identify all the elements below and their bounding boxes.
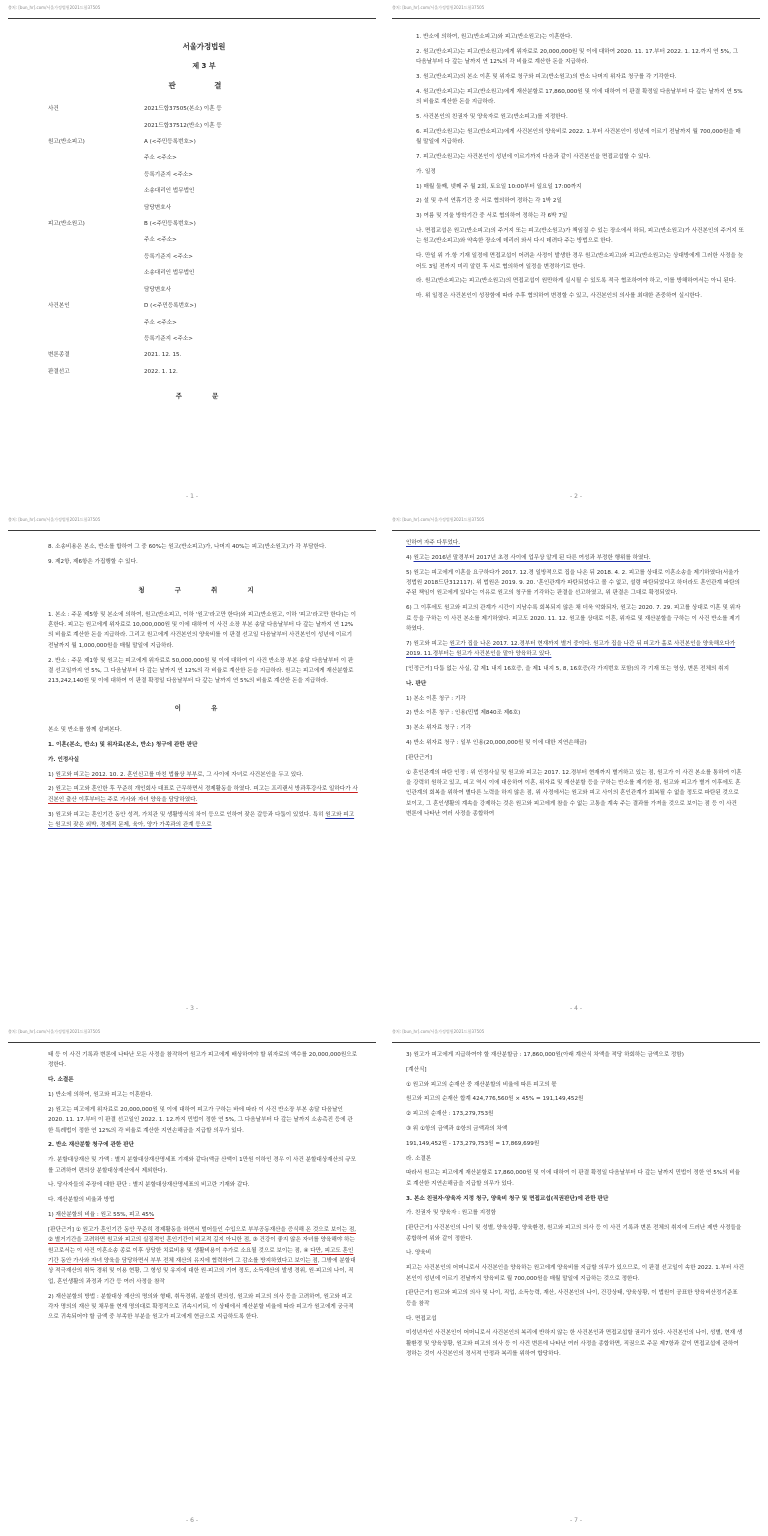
judgment-order-text bbox=[416, 32, 744, 306]
paragraph: 피고는 사건본인의 어머니로서 사건본인을 양육하는 원고에게 양육비를 지급할 의무가 있으므로, 이 판결 선고일이 속한 2022. 1.부터 사건본인이 성년에 이르기 전날까지 양육비로 월 700,000원을 매월 말일에 지급하는 것으로 정한다. bbox=[406, 1265, 744, 1282]
party-label bbox=[48, 186, 144, 196]
party-value: D (<주민등록번호>) bbox=[144, 303, 197, 310]
party-value: 소송대리인 법무법인 bbox=[144, 188, 195, 195]
order-paragraph: 5. 사건본인의 친권자 및 양육자로 원고(반소피고)를 지정한다. bbox=[416, 114, 568, 120]
party-label: 사건 bbox=[48, 106, 59, 113]
order-paragraph: 1. 반소에 의하여, 원고(반소피고)와 피고(반소원고)는 이혼한다. bbox=[416, 34, 573, 40]
order-paragraph: 3) 여름 및 겨울 방학기간 중 서로 협의하여 정하는 각 6박 7일 bbox=[416, 213, 568, 220]
text-run: 로, 그 사이에 자녀로 사건본인을 두고 있다. bbox=[197, 771, 304, 778]
header-rule bbox=[8, 530, 376, 531]
page-number: - 7 - bbox=[570, 1517, 582, 1524]
heading: 2. 반소 재산분할 청구에 관한 판단 bbox=[48, 1142, 135, 1149]
paragraph: 6) 그 이후에도 원고와 피고의 관계가 시간이 지남수록 회복되지 않은 채 더욱 악화되자, 원고는 2020. 7. 29. 피고를 상대로 이혼 및 위자료 등을 구하는 이 사건 본소를 제기하였다. 피고도 2020. 11. 12. 원고를 상대로 이혼, 위자료 및 재산분할을 구하는 이 사건 반소를 제기하였다. bbox=[406, 605, 741, 633]
paragraph: 나. 당사자들의 주장에 대한 판단 : 별지 분할대상재산명세표의 비고란 기재와 같다. bbox=[48, 1182, 250, 1189]
order-paragraph: 4. 원고(반소피고)는 피고(반소원고)에게 재산분할로 17,860,000원 및 이에 대하여 이 판결 확정일 다음날부터 다 갚는 날까지 연 5%의 비율로 계산한 돈을 지급하라. bbox=[416, 88, 743, 106]
court-name: 서울가정법원 bbox=[182, 42, 226, 51]
party-value: 주소 <주소> bbox=[144, 237, 177, 244]
page-header: 출처: [bun_hr].com/서울가정법원2021드합37505 bbox=[8, 1029, 101, 1034]
paragraph: ① 혼인관계의 파탄 인정 : 위 인정사실 및 원고와 피고는 2017. 12.경부터 현재까지 별거하고 있는 점, 원고가 이 사건 본소를 통하여 이혼을 강력히 원하고 있고, 피고 역시 이에 대응하여 이혼, 위자료 및 재산분할 등을 구하는 반소를 제기한 점, 원고와 피고가 별거 이후에도 혼인관계의 회복을 위하여 별다른 노력을 하지 않은 점, 위 사정에서는 원고와 피고 사이의 혼인관계가 회복될 수 없을 정도로 파탄된 것으로 보이고, 그 혼인생활의 계속을 강제하는 것은 원고와 피고에게 참을 수 없는 고통을 계속 주는 결과를 가져올 것으로 보이는 점 등 이 사건 변론에 나타난 여러 사정을 종합하여 bbox=[406, 769, 742, 818]
party-value: 담당변호사 bbox=[144, 204, 172, 211]
party-value: 주소 <주소> bbox=[144, 155, 177, 162]
party-row bbox=[48, 318, 360, 328]
paragraph: 2. 반소 : 주문 제1항 및 원고는 피고에게 위자료로 50,000,000원 및 이에 대하여 이 사건 반소장 부본 송달 다음날부터 이 판결 선고일까지 연 5%, 그 다음날부터 다 갚는 날까지 연 12%의 각 비율로 계산한 돈을 지급하라. 원고는 피고에게 재산분할로 213,242,140원 및 이에 대하여 이 판결 확정일 다음날부터 다 갚는 날까지 연 5%의 비율로 계산한 돈을 지급하라. bbox=[48, 657, 354, 685]
paragraph bbox=[406, 639, 744, 660]
paragraph: 1. 본소 : 주문 제5항 및 본소에 의하여, 원고(반소피고, 이하 '원고'라고만 한다)와 피고(반소원고, 이하 '피고'라고만 한다)는 이혼한다. 피고는 원고에게 위자료로 10,000,000원 및 이에 대하여 이 사건 소장 부본 송달 다음날부터 다 갚는 날까지 연 12%의 비율로 계산한 돈을 지급하라. 그리고 원고에게 사건본인의 양육비를 이 판결 선고일 다음날부터 사건본인이 성년에 이르기 전날까지 월 1,000,000원을 매월 말일에 지급하라. bbox=[48, 611, 357, 649]
party-label bbox=[48, 153, 144, 163]
party-row bbox=[48, 367, 360, 377]
paragraph: 8. 소송비용은 본소, 반소를 합하여 그 중 60%는 원고(반소피고)가, 나머지 40%는 피고(반소원고)가 각 부담한다. bbox=[48, 544, 327, 550]
page-number: - 4 - bbox=[570, 1005, 582, 1012]
section-title-claims: 청 구 취 지 bbox=[138, 586, 268, 595]
party-row bbox=[48, 186, 360, 196]
paragraph: 2) 재산분할의 방법 : 분할대상 재산의 명의와 형태, 취득경위, 분할의 편의성, 원고와 피고의 의사 등을 고려하여, 원고와 피고 각자 명의의 재산 및 채무를 현재 명의대로 확정적으로 귀속시키되, 이 상태에서 재산분할 비율에 따라 피고가 원고에게 궁극적으로 귀속되어야 할 금액 중 부족한 부분을 원고가 피고에게 현금으로 지급하도록 한다. bbox=[48, 1293, 354, 1321]
paragraph: ③ 위 ①항의 금액과 ②항의 금액과의 차액 bbox=[406, 1125, 508, 1132]
paragraph bbox=[48, 784, 358, 805]
party-row bbox=[48, 153, 360, 163]
highlighted-text: 원고가 집을 나온 2017. 12.경부터 현재까지 별거 중이다. 원고가 집을 나간 뒤 피고가 홀로 사건본인을 양육해오다가 2019. 11.경부터는 원고가 사건본인을 맡아 양육하고 있다. bbox=[406, 640, 736, 658]
party-row bbox=[48, 235, 360, 245]
paragraph: ① 원고와 피고의 순재산 중 재산분할의 비율에 따른 피고의 몫 bbox=[406, 1081, 557, 1088]
order-paragraph: 2) 설 및 추석 연휴기간 중 서로 협의하여 정하는 각 1박 2일 bbox=[416, 198, 562, 205]
party-label bbox=[48, 203, 144, 213]
paragraph: 가. 친권자 및 양육자 : 원고를 지정함 bbox=[406, 1210, 496, 1217]
paragraph: 191,149,452원 - 173,279,753원 = 17,869,699원 bbox=[406, 1140, 540, 1147]
document-type: 판 결 bbox=[168, 80, 240, 90]
party-label bbox=[48, 285, 144, 295]
page-header: 출처: [bun_hr].com/서울가정법원2021드합37505 bbox=[8, 5, 101, 10]
paragraph: 가. 분할대상재산 및 가액 : 별지 분할대상재산명세표 기재와 같다(액금 산액이 1만원 이하인 경우 이 사건 분할대상재산의 규모를 고려하여 편의상 분할대상재산에서 제외한다). bbox=[48, 1157, 357, 1174]
order-paragraph: 7. 피고(반소원고)는 사건본인이 성년에 이르기까지 다음과 같이 사건본인을 면접교섭할 수 있다. bbox=[416, 154, 651, 160]
page-header: 출처: [bun_hr].com/서울가정법원2021드합37505 bbox=[392, 517, 485, 522]
party-label bbox=[48, 252, 144, 262]
paragraph: 본소 및 반소를 함께 살펴본다. bbox=[48, 727, 122, 734]
party-row bbox=[48, 203, 360, 213]
party-value: 2021드합37505(본소) 이혼 등 bbox=[144, 106, 222, 113]
party-row bbox=[48, 301, 360, 311]
paragraph bbox=[48, 770, 358, 780]
order-paragraph: 마. 위 일정은 사건본인이 성장함에 따라 추후 협의하여 변경할 수 있고, 사건본인의 의사를 최대한 존중하여 실시한다. bbox=[416, 293, 702, 300]
party-label: 판결선고 bbox=[48, 368, 70, 375]
heading: 나. 양육비 bbox=[406, 1250, 432, 1257]
highlighted-text: 원고가 혼인기간 동안 꾸준히 경제활동을 하면서 벌어들인 수입으로 부부공동재산을 증식해 온 것으로 보이는 점, ② 별거기간을 고려하면 원고와 피고의 실질적인 혼인기간이 비교적 길지 아니한 점, bbox=[48, 1226, 357, 1244]
paragraph: 9. 제2항, 제6항은 가집행할 수 있다. bbox=[48, 558, 138, 565]
paragraph: ② 피고의 순재산 : 173,279,753원 bbox=[406, 1111, 494, 1118]
paragraph: 2) 원고는 피고에게 위자료로 20,000,000원 및 이에 대하여 피고가 구하는 바에 따라 이 사건 반소장 부본 송달 다음날인 2020. 11. 17.부터 이 판결 선고일인 2022. 1. 12.까지 민법이 정한 연 5%, 그 다음날부터 다 갚는 날까지 소송촉진 등에 관한 특례법이 정한 연 12%의 각 비율로 계산한 지연손해금을 지급할 의무가 있다. bbox=[48, 1106, 353, 1134]
document-page-3 bbox=[0, 512, 384, 1024]
section-title-reasons: 이 유 bbox=[174, 703, 232, 712]
text-run: 1) bbox=[48, 771, 56, 778]
heading: 라. 소결론 bbox=[406, 1155, 432, 1162]
page-number: - 2 - bbox=[570, 493, 582, 500]
paragraph: 원고와 피고의 순재산 합계 424,776,560원 × 45% = 191,149,452원 bbox=[406, 1096, 584, 1103]
text-run: 3) 원고와 피고는 혼인기간 동안 성격, 가치관 및 생활방식의 차이 등으로 인하여 잦은 갈등과 다툼이 있었다. 특히 bbox=[48, 811, 326, 818]
party-value: 등록기준지 <주소> bbox=[144, 253, 193, 260]
document-page-2 bbox=[384, 0, 768, 512]
page-number: - 6 - bbox=[186, 1517, 198, 1524]
party-value: B (<주민등록번호>) bbox=[144, 221, 196, 228]
party-label: 피고(반소원고) bbox=[48, 221, 85, 228]
order-paragraph: 가. 일정 bbox=[416, 168, 436, 175]
paragraph: [인정근거] 다툼 없는 사실, 갑 제1 내지 16호증, 을 제1 내지 5, 8, 16호증(각 가지번호 포함)의 각 기재 또는 영상, 변론 전체의 취지 bbox=[406, 666, 729, 673]
party-label: 사건본인 bbox=[48, 303, 70, 310]
party-table bbox=[48, 104, 360, 377]
highlighted-text: 원고는 2016년 말경부터 2017년 초경 사이에 업무상 알게 된 다른 여성과 부정한 행위를 하였다. bbox=[413, 554, 651, 561]
label: [계산식] bbox=[406, 1066, 427, 1073]
party-label bbox=[48, 121, 144, 131]
document-page-7 bbox=[384, 1024, 768, 1536]
heading: 1. 이혼(본소, 반소) 및 위자료(본소, 반소) 청구에 관한 판단 bbox=[48, 742, 198, 749]
party-row bbox=[48, 285, 360, 295]
header-rule bbox=[8, 18, 376, 19]
page-header: 출처: [bun_hr].com/서울가정법원2021드합37505 bbox=[392, 1029, 485, 1034]
party-label bbox=[48, 170, 144, 180]
paragraph: [판단근거] 원고와 피고의 의사 및 나이, 직업, 소득능력, 재산, 사건본인의 나이, 건강상태, 양육상황, 이 법원이 공표한 양육비산정기준표 등을 참작 bbox=[406, 1290, 738, 1307]
party-row bbox=[48, 170, 360, 180]
text-run: 7) 원고와 피고는 bbox=[406, 640, 450, 647]
text-run: 1) bbox=[48, 1212, 56, 1218]
party-value: 2021. 12. 15. bbox=[144, 352, 182, 359]
heading: 나. 판단 bbox=[406, 680, 427, 687]
text-run: 2) bbox=[48, 786, 56, 793]
party-row bbox=[48, 219, 360, 229]
party-row bbox=[48, 121, 360, 131]
heading: 3. 본소 친권자·양육자 지정 청구, 양육비 청구 및 면접교섭(직권판단)에 관한 판단 bbox=[406, 1195, 609, 1202]
party-row bbox=[48, 104, 360, 114]
header-rule bbox=[392, 18, 760, 19]
party-label bbox=[48, 318, 144, 328]
highlighted-text: 원고는 피고와 혼인한 후 꾸준히 개인회사 대표로 근무하면서 경제활동을 하였다. 피고는 프리랜서 방과후강사로 일하다가 사건본인 출산 이후부터는 주로 가사와 자녀 양육을 담당하였다. bbox=[48, 786, 358, 803]
page-number: - 1 - bbox=[186, 493, 198, 500]
party-label bbox=[48, 235, 144, 245]
order-paragraph: 라. 원고(반소피고)는 피고(반소원고)의 면접교섭이 원만하게 실시될 수 있도록 적극 협조하여야 하고, 이를 방해하여서는 아니 된다. bbox=[416, 278, 736, 285]
order-paragraph: 다. 만일 위 가.항 기재 일정에 면접교섭이 어려운 사정이 발생한 경우 원고(반소피고)와 피고(반소원고)는 상대방에게 그러한 사정을 늦어도 3일 전까지 미리 알린 후 서로 협의하여 일정을 변경하기로 한다. bbox=[416, 253, 744, 270]
text-run: [판단근거] ① bbox=[48, 1226, 83, 1233]
party-value: 2021드합37512(반소) 이혼 등 bbox=[144, 122, 222, 129]
party-row bbox=[48, 252, 360, 262]
paragraph: 따라서 원고는 피고에게 재산분할로 17,860,000원 및 이에 대하여 이 판결 확정일 다음날부터 다 갚는 날까지 민법이 정한 연 5%의 비율로 계산한 지연손해금을 지급할 의무가 있다. bbox=[406, 1170, 741, 1187]
header-rule bbox=[392, 1042, 760, 1043]
text-run: ③ 건강이 좋지 않은 자녀를 양육해야 하는 원고로서는 이 사건 이혼소송 종료 이후 상당한 치료비용 및 생활비용이 추가로 소요될 것으로 보이는 점, ④ bbox=[48, 1237, 355, 1254]
heading: 가. 인정사실 bbox=[48, 756, 80, 763]
heading: 다. 면접교섭 bbox=[406, 1315, 437, 1322]
paragraph: 3) 원고가 피고에게 지급하여야 할 재산분할금 : 17,860,000원(아래 계산식 차액을 적당 하회하는 금액으로 정함) bbox=[406, 1052, 684, 1058]
label: [판단근거] bbox=[406, 754, 432, 761]
heading: 다. 소결론 bbox=[48, 1077, 74, 1084]
highlighted-text: 인하여 자주 다투었다. bbox=[406, 540, 460, 546]
party-row bbox=[48, 137, 360, 147]
order-paragraph: 1) 매월 둘째, 넷째 주 월 2회, 토요일 10:00부터 일요일 17:00까지 bbox=[416, 183, 582, 190]
document-page-4 bbox=[384, 512, 768, 1024]
list-item: 2) 반소 이혼 청구 : 인용(민법 제840조 제6호) bbox=[406, 710, 521, 717]
order-paragraph: 2. 원고(반소피고)는 피고(반소원고)에게 위자료로 20,000,000원 및 이에 대하여 2020. 11. 17.부터 2022. 1. 12.까지 연 5%, 그 다음날부터 다 갚는 날까지 연 12%의 각 비율로 계산한 돈을 지급하라. bbox=[416, 48, 739, 66]
party-value: 주소 <주소> bbox=[144, 319, 177, 326]
paragraph bbox=[48, 1225, 358, 1287]
text-run: , 그밖에 분할대상 적극재산의 취득 경위 및 이용 현황, 그 형성 및 유지에 대한 원·피고의 기여 정도, 소득재산의 발생 경위, 원·피고의 나이, 직업, 혼인생활의 과정과 기간 등 여러 사정을 참작 bbox=[48, 1258, 356, 1285]
order-paragraph: 3. 원고(반소피고)의 본소 이혼 및 위자료 청구와 피고(반소원고)의 반소 나머지 위자료 청구를 각 기각한다. bbox=[416, 74, 677, 80]
paragraph bbox=[48, 1210, 358, 1220]
list-item: 1) 본소 이혼 청구 : 기각 bbox=[406, 695, 466, 702]
paragraph: 다. 재산분할의 비율과 방법 bbox=[48, 1197, 115, 1204]
list-item: 4) 반소 위자료 청구 : 일부 인용(20,000,000원 및 이에 대한 지연손해금) bbox=[406, 740, 587, 746]
paragraph: 1) 반소에 의하여, 원고와 피고는 이혼한다. bbox=[48, 1092, 153, 1098]
party-value: A (<주민등록번호>) bbox=[144, 139, 196, 146]
paragraph: [판단근거] 사건본인의 나이 및 성별, 양육상황, 양육환경, 원고와 피고의 의사 등 이 사건 기록과 변론 전체의 취지에 드러난 제반 사정들을 종합하여 위와 같이 정한다. bbox=[406, 1225, 742, 1242]
party-value: 소송대리인 법무법인 bbox=[144, 270, 195, 277]
document-page-1 bbox=[0, 0, 384, 512]
page-number: - 3 - bbox=[186, 1005, 198, 1012]
highlighted-text: 다만, 피고도 혼인기간 동안 가사와 자녀 양육을 담당하면서 부부 전체 재산의 유지에 협력하여 그 감소를 방지하였다고 보이는 점 bbox=[48, 1247, 354, 1265]
party-value: 등록기준지 <주소> bbox=[144, 335, 193, 342]
paragraph: 5) 원고는 피고에게 이혼을 요구하다가 2017. 12.경 일방적으로 집을 나온 뒤 2018. 4. 2. 피고를 상대로 이혼소송을 제기하였다(서울가정법원 2018드단312117). 위 법원은 2019. 9. 20. '혼인관계가 파탄되었다고 볼 수 없고, 설령 파탄되었다고 하더라도 혼인관계 파탄의 주된 책임이 원고에게 있다'는 이유로 원고의 청구를 기각하는 판결을 선고하였고, 위 판결은 그대로 확정되었다. bbox=[406, 569, 740, 597]
order-paragraph: 6. 피고(반소원고)는 원고(반소피고)에게 사건본인의 양육비로 2022. 1.부터 사건본인이 성년에 이르기 전날까지 월 700,000원을 매월 말일에 지급하라. bbox=[416, 128, 741, 146]
text-run: 4) bbox=[406, 554, 414, 561]
document-page-6 bbox=[0, 1024, 384, 1536]
party-label bbox=[48, 334, 144, 344]
highlighted-text: 원고와 피고는 2012. 10. 2. 혼인신고를 마친 법률상 부부 bbox=[55, 771, 198, 778]
paragraph bbox=[406, 553, 744, 563]
page-header: 출처: [bun_hr].com/서울가정법원2021드합37505 bbox=[8, 517, 101, 522]
party-value: 2022. 1. 12. bbox=[144, 368, 178, 375]
party-label: 원고(반소피고) bbox=[48, 139, 85, 146]
page-header: 출처: [bun_hr].com/서울가정법원2021드합37505 bbox=[392, 5, 485, 10]
header-rule bbox=[392, 530, 760, 531]
party-value: 담당변호사 bbox=[144, 286, 172, 293]
party-label bbox=[48, 268, 144, 278]
party-value: 등록기준지 <주소> bbox=[144, 171, 193, 178]
paragraph bbox=[48, 810, 358, 831]
party-label: 변론종결 bbox=[48, 352, 70, 359]
party-row bbox=[48, 334, 360, 344]
highlighted-text: 재산분할의 비율 : 원고 55%, 피고 45% bbox=[55, 1212, 155, 1218]
header-rule bbox=[8, 1042, 376, 1043]
party-row bbox=[48, 350, 360, 360]
order-paragraph: 나. 면접교섭은 원고(반소피고)의 주거지 또는 피고(반소원고)가 책임질 수 있는 장소에서 하되, 피고(반소원고)가 사건본인의 주거지 또는 원고(반소피고)와 약속한 장소에 데리러 와서 다시 데려다 주는 방법으로 한다. bbox=[416, 227, 744, 245]
division: 제 3 부 bbox=[192, 62, 216, 71]
section-title-order: 주 문 bbox=[175, 392, 233, 401]
paragraph: 태 등 이 사건 기록과 변론에 나타난 모든 사정을 참작하여 원고가 피고에게 배상하여야 할 위자료의 액수를 20,000,000원으로 정한다. bbox=[48, 1052, 358, 1069]
highlighted-text: 원고와 피고는 원고의 잦은 외박, 경제적 문제, 육아, 양가 가족과의 관계 등으로 bbox=[48, 811, 355, 829]
party-row bbox=[48, 268, 360, 278]
list-item: 3) 본소 위자료 청구 : 기각 bbox=[406, 725, 472, 732]
paragraph: 미성년자인 사건본인이 어머니로서 사건본인의 복리에 반하지 않는 한 사건본인과 면접교섭할 권리가 있다. 사건본인의 나이, 성별, 현재 생활환경 및 양육상황, 원고와 피고의 의사 등 이 사건 변론에 나타난 여러 사정을 종합하면, 직권으로 주문 제7항과 같이 면접교섭에 관하여 정하는 것이 사건본인의 정서적 안정과 복리를 위하여 합당하다. bbox=[406, 1330, 743, 1358]
